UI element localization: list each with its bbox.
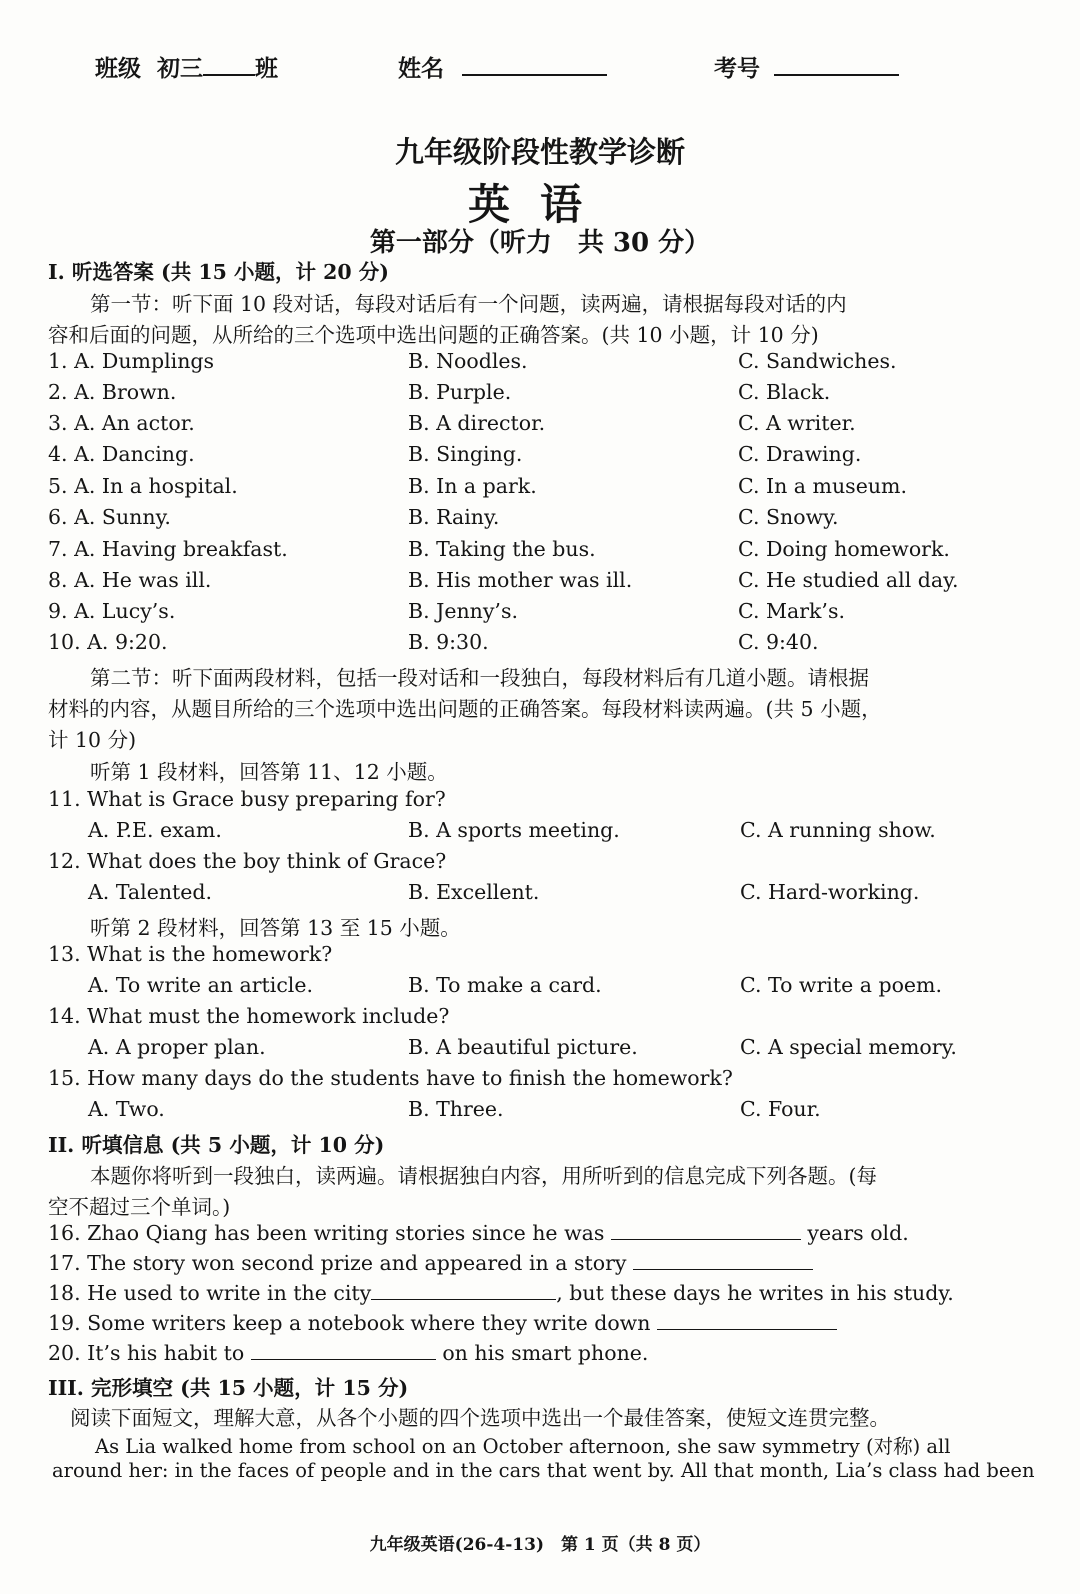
q14-option-b[interactable]: B. A beautiful picture. — [408, 1035, 638, 1059]
q1-option-a[interactable]: 1. A. Dumplings — [48, 349, 215, 373]
section1-part2-instructions-line3: 计 10 分) — [48, 728, 137, 752]
name-field — [398, 50, 607, 83]
q2-option-a[interactable]: 2. A. Brown. — [48, 380, 177, 404]
section1-part1-instructions-line1: 第一节：听下面 10 段对话，每段对话后有一个问题，读两遍，请根据每段对话的内 — [90, 292, 847, 316]
question-20 — [48, 1341, 648, 1365]
q8-option-a[interactable]: 8. A. He was ill. — [48, 568, 212, 592]
question-18 — [48, 1281, 954, 1305]
q18-text-before: 18. He used to write in the city — [48, 1281, 372, 1305]
q12-option-a[interactable]: A. Talented. — [88, 880, 213, 904]
q14-option-a[interactable]: A. A proper plan. — [88, 1035, 266, 1059]
class-field — [95, 50, 278, 83]
q6-option-c[interactable]: C. Snowy. — [738, 505, 839, 529]
q11-option-b[interactable]: B. A sports meeting. — [408, 818, 620, 842]
q7-option-a[interactable]: 7. A. Having breakfast. — [48, 537, 288, 561]
q16-text-before: 16. Zhao Qiang has been writing stories since he was — [48, 1221, 605, 1245]
q19-text-before: 19. Some writers keep a notebook where they write down — [48, 1311, 651, 1335]
q13-option-a[interactable]: A. To write an article. — [88, 973, 314, 997]
q10-option-a[interactable]: 10. A. 9:20. — [48, 630, 168, 654]
q15-option-c[interactable]: C. Four. — [740, 1097, 821, 1121]
q16-blank[interactable] — [611, 1221, 801, 1240]
q13-option-c[interactable]: C. To write a poem. — [740, 973, 943, 997]
section2-instructions-line2: 空不超过三个单词。) — [48, 1195, 231, 1219]
q12-option-b[interactable]: B. Excellent. — [408, 880, 540, 904]
q3-option-c[interactable]: C. A writer. — [738, 411, 856, 435]
class-suffix: 班 — [255, 55, 279, 82]
class-prefix: 初三 — [157, 55, 204, 82]
q9-option-c[interactable]: C. Mark’s. — [738, 599, 845, 623]
q7-option-b[interactable]: B. Taking the bus. — [408, 537, 596, 561]
page-footer: 九年级英语(26-4-13) 第 1 页（共 8 页） — [369, 1535, 711, 1555]
section3-instructions: 阅读下面短文，理解大意，从各个小题的四个选项中选出一个最佳答案，使短文连贯完整。 — [70, 1406, 890, 1430]
q12-stem: 12. What does the boy think of Grace? — [48, 849, 447, 873]
q11-option-c[interactable]: C. A running show. — [740, 818, 936, 842]
q9-option-a[interactable]: 9. A. Lucy’s. — [48, 599, 176, 623]
subject-title: 英语 — [467, 180, 612, 229]
q3-option-a[interactable]: 3. A. An actor. — [48, 411, 195, 435]
q4-option-c[interactable]: C. Drawing. — [738, 442, 862, 466]
q5-option-a[interactable]: 5. A. In a hospital. — [48, 474, 238, 498]
q1-option-c[interactable]: C. Sandwiches. — [738, 349, 897, 373]
question-16 — [48, 1221, 909, 1245]
exam-title: 九年级阶段性教学诊断 — [394, 135, 685, 169]
passage-line2: around her: in the faces of people and in the cars that went by. All that month, Lia’s class had been — [52, 1459, 1035, 1482]
q15-option-b[interactable]: B. Three. — [408, 1097, 504, 1121]
q14-option-c[interactable]: C. A special memory. — [740, 1035, 957, 1059]
q19-blank[interactable] — [657, 1311, 837, 1330]
section1-part2-instructions-line2: 材料的内容，从题目所给的三个选项中选出问题的正确答案。每段材料读两遍。(共 5 小题， — [48, 697, 882, 721]
material2-intro: 听第 2 段材料，回答第 13 至 15 小题。 — [90, 916, 461, 940]
section1-part2-instructions-line1: 第二节：听下面两段材料，包括一段对话和一段独白，每段材料后有几道小题。请根据 — [90, 666, 869, 690]
exam-number-field — [714, 50, 899, 83]
q8-option-c[interactable]: C. He studied all day. — [738, 568, 959, 592]
exam-number-blank[interactable] — [774, 52, 899, 76]
q15-option-a[interactable]: A. Two. — [88, 1097, 165, 1121]
name-label: 姓名 — [398, 55, 444, 82]
q3-option-b[interactable]: B. A director. — [408, 411, 546, 435]
q13-option-b[interactable]: B. To make a card. — [408, 973, 602, 997]
exam-number-label: 考号 — [714, 55, 760, 82]
q11-stem: 11. What is Grace busy preparing for? — [48, 787, 446, 811]
q20-text-after: on his smart phone. — [442, 1341, 649, 1365]
section2-instructions-line1: 本题你将听到一段独白，读两遍。请根据独白内容，用所听到的信息完成下列各题。(每 — [90, 1164, 877, 1188]
class-label: 班级 — [95, 55, 141, 82]
q7-option-c[interactable]: C. Doing homework. — [738, 537, 950, 561]
q10-option-b[interactable]: B. 9:30. — [408, 630, 489, 654]
q4-option-a[interactable]: 4. A. Dancing. — [48, 442, 195, 466]
q4-option-b[interactable]: B. Singing. — [408, 442, 523, 466]
q12-option-c[interactable]: C. Hard-working. — [740, 880, 920, 904]
q15-stem: 15. How many days do the students have to finish the homework? — [48, 1066, 733, 1090]
q18-blank[interactable] — [371, 1281, 556, 1300]
q20-text-before: 20. It’s his habit to — [48, 1341, 245, 1365]
section1-heading: I. 听选答案 (共 15 小题，计 20 分) — [48, 260, 390, 284]
q5-option-c[interactable]: C. In a museum. — [738, 474, 907, 498]
q20-blank[interactable] — [251, 1341, 436, 1360]
q17-blank[interactable] — [633, 1251, 813, 1270]
q5-option-b[interactable]: B. In a park. — [408, 474, 537, 498]
q14-stem: 14. What must the homework include? — [48, 1004, 450, 1028]
question-19 — [48, 1311, 837, 1335]
passage-line1: As Lia walked home from school on an October afternoon, she saw symmetry (对称) all — [95, 1435, 951, 1458]
q17-text-before: 17. The story won second prize and appeared in a story — [48, 1251, 627, 1275]
name-blank[interactable] — [462, 52, 607, 76]
q11-option-a[interactable]: A. P.E. exam. — [88, 818, 222, 842]
q1-option-b[interactable]: B. Noodles. — [408, 349, 528, 373]
q18-text-after: , but these days he writes in his study. — [556, 1281, 954, 1305]
q2-option-b[interactable]: B. Purple. — [408, 380, 512, 404]
q10-option-c[interactable]: C. 9:40. — [738, 630, 819, 654]
section1-part1-instructions-line2: 容和后面的问题，从所给的三个选项中选出问题的正确答案。(共 10 小题，计 10 分) — [48, 323, 819, 347]
q8-option-b[interactable]: B. His mother was ill. — [408, 568, 633, 592]
q13-stem: 13. What is the homework? — [48, 942, 333, 966]
q16-text-after: years old. — [807, 1221, 909, 1245]
class-blank[interactable] — [203, 52, 255, 76]
material1-intro: 听第 1 段材料，回答第 11、12 小题。 — [90, 760, 448, 784]
q9-option-b[interactable]: B. Jenny’s. — [408, 599, 518, 623]
question-17 — [48, 1251, 813, 1275]
section2-heading: II. 听填信息 (共 5 小题，计 10 分) — [48, 1133, 385, 1157]
q6-option-a[interactable]: 6. A. Sunny. — [48, 505, 171, 529]
section3-heading: III. 完形填空 (共 15 小题，计 15 分) — [48, 1376, 409, 1400]
q6-option-b[interactable]: B. Rainy. — [408, 505, 500, 529]
part1-title: 第一部分（听力 共 30 分） — [369, 228, 711, 258]
q2-option-c[interactable]: C. Black. — [738, 380, 831, 404]
